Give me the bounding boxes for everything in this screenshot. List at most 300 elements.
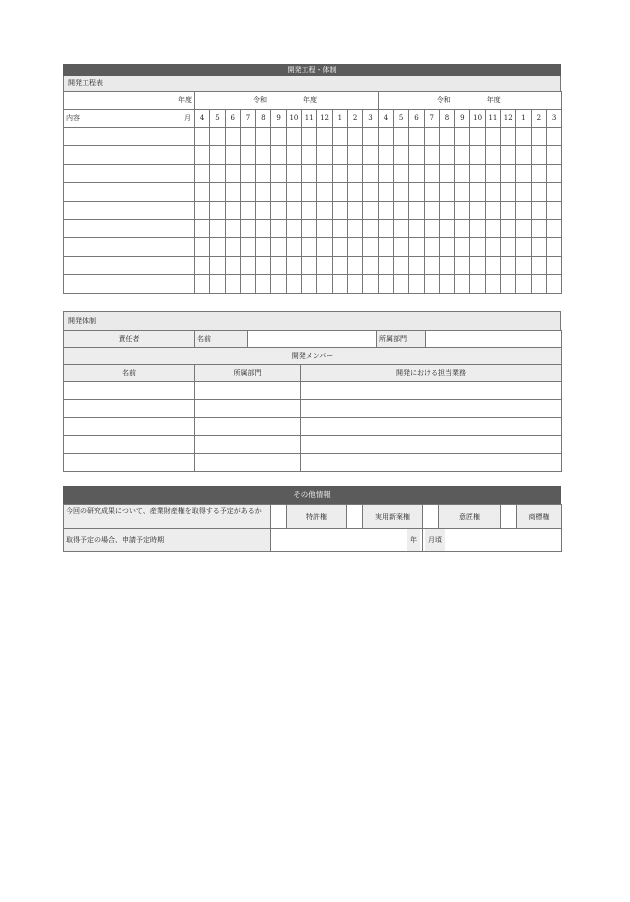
schedule-month-cell[interactable] bbox=[455, 183, 470, 201]
schedule-month-cell[interactable] bbox=[470, 219, 485, 237]
month-header: 4 bbox=[378, 110, 393, 128]
schedule-month-cell[interactable] bbox=[393, 219, 408, 237]
schedule-month-cell[interactable] bbox=[271, 201, 286, 219]
schedule-month-cell[interactable] bbox=[317, 238, 332, 256]
schedule-month-cell[interactable] bbox=[409, 146, 424, 164]
member-dept-cell[interactable] bbox=[195, 400, 301, 418]
schedule-month-cell[interactable] bbox=[546, 183, 561, 201]
schedule-month-cell[interactable] bbox=[546, 219, 561, 237]
schedule-month-cell[interactable] bbox=[485, 183, 500, 201]
schedule-content-cell[interactable] bbox=[64, 201, 195, 219]
leader-dept-field[interactable] bbox=[426, 331, 562, 348]
schedule-month-cell[interactable] bbox=[378, 201, 393, 219]
schedule-month-cell[interactable] bbox=[347, 219, 362, 237]
patent-label: 特許権 bbox=[287, 505, 347, 529]
schedule-month-cell[interactable] bbox=[302, 183, 317, 201]
schedule-month-cell[interactable] bbox=[531, 201, 546, 219]
schedule-month-cell[interactable] bbox=[347, 275, 362, 293]
leader-label: 責任者 bbox=[64, 331, 195, 348]
schedule-month-cell[interactable] bbox=[225, 256, 240, 274]
month-header: 6 bbox=[225, 110, 240, 128]
member-name-cell[interactable] bbox=[64, 436, 195, 454]
schedule-month-cell[interactable] bbox=[439, 201, 454, 219]
schedule-month-cell[interactable] bbox=[363, 275, 378, 293]
member-name-cell[interactable] bbox=[64, 382, 195, 400]
schedule-month-cell[interactable] bbox=[302, 164, 317, 182]
schedule-month-cell[interactable] bbox=[195, 275, 210, 293]
schedule-month-cell[interactable] bbox=[531, 128, 546, 146]
schedule-month-cell[interactable] bbox=[210, 219, 225, 237]
schedule-month-cell[interactable] bbox=[240, 275, 255, 293]
schedule-month-cell[interactable] bbox=[531, 256, 546, 274]
trademark-label: 商標権 bbox=[517, 505, 562, 529]
schedule-month-cell[interactable] bbox=[302, 146, 317, 164]
schedule-month-cell[interactable] bbox=[546, 275, 561, 293]
schedule-month-cell[interactable] bbox=[516, 183, 531, 201]
schedule-month-cell[interactable] bbox=[516, 275, 531, 293]
fiscal-year-cell-2[interactable] bbox=[378, 92, 562, 110]
schedule-content-cell[interactable] bbox=[64, 275, 195, 293]
schedule-month-cell[interactable] bbox=[485, 201, 500, 219]
schedule-month-cell[interactable] bbox=[240, 201, 255, 219]
schedule-month-cell[interactable] bbox=[317, 128, 332, 146]
members-columns-row bbox=[64, 365, 562, 382]
month-header: 12 bbox=[501, 110, 516, 128]
schedule-month-cell[interactable] bbox=[317, 201, 332, 219]
col-name: 名前 bbox=[64, 365, 195, 382]
schedule-month-cell[interactable] bbox=[286, 201, 301, 219]
schedule-month-cell[interactable] bbox=[501, 146, 516, 164]
month-header: 11 bbox=[485, 110, 500, 128]
schedule-month-cell[interactable] bbox=[225, 146, 240, 164]
schedule-month-cell[interactable] bbox=[302, 201, 317, 219]
timing-month-field[interactable] bbox=[423, 529, 562, 552]
patent-check[interactable] bbox=[271, 505, 287, 529]
content-label: 内容 bbox=[66, 114, 80, 122]
schedule-month-cell[interactable] bbox=[240, 183, 255, 201]
schedule-month-cell[interactable] bbox=[424, 128, 439, 146]
schedule-month-cell[interactable] bbox=[363, 146, 378, 164]
schedule-month-cell[interactable] bbox=[195, 256, 210, 274]
schedule-month-cell[interactable] bbox=[317, 256, 332, 274]
schedule-month-cell[interactable] bbox=[302, 238, 317, 256]
schedule-month-cell[interactable] bbox=[409, 256, 424, 274]
schedule-month-cell[interactable] bbox=[470, 275, 485, 293]
schedule-month-cell[interactable] bbox=[240, 219, 255, 237]
schedule-month-cell[interactable] bbox=[302, 275, 317, 293]
schedule-month-cell[interactable] bbox=[347, 128, 362, 146]
schedule-month-cell[interactable] bbox=[393, 275, 408, 293]
schedule-month-cell[interactable] bbox=[378, 164, 393, 182]
schedule-month-cell[interactable] bbox=[485, 164, 500, 182]
schedule-month-cell[interactable] bbox=[516, 238, 531, 256]
schedule-content-cell[interactable] bbox=[64, 146, 195, 164]
schedule-content-cell[interactable] bbox=[64, 164, 195, 182]
col-dept: 所属部門 bbox=[195, 365, 301, 382]
schedule-month-cell[interactable] bbox=[439, 146, 454, 164]
schedule-month-cell[interactable] bbox=[317, 219, 332, 237]
schedule-month-cell[interactable] bbox=[378, 183, 393, 201]
schedule-month-cell[interactable] bbox=[256, 164, 271, 182]
schedule-month-cell[interactable] bbox=[531, 219, 546, 237]
schedule-month-cell[interactable] bbox=[271, 256, 286, 274]
leader-row bbox=[64, 331, 562, 348]
month-header: 2 bbox=[347, 110, 362, 128]
team-header: 開発体制 bbox=[63, 311, 561, 330]
schedule-month-cell[interactable] bbox=[470, 164, 485, 182]
schedule-month-cell[interactable] bbox=[393, 146, 408, 164]
schedule-month-cell[interactable] bbox=[393, 183, 408, 201]
reiwa-label: 令和 bbox=[436, 96, 451, 104]
schedule-month-cell[interactable] bbox=[210, 183, 225, 201]
month-header: 2 bbox=[531, 110, 546, 128]
schedule-month-cell[interactable] bbox=[332, 183, 347, 201]
schedule-month-cell[interactable] bbox=[455, 201, 470, 219]
schedule-month-cell[interactable] bbox=[271, 275, 286, 293]
month-header: 7 bbox=[240, 110, 255, 128]
schedule-month-cell[interactable] bbox=[516, 256, 531, 274]
schedule-month-cell[interactable] bbox=[378, 219, 393, 237]
member-dept-cell[interactable] bbox=[195, 454, 301, 472]
schedule-month-cell[interactable] bbox=[256, 128, 271, 146]
schedule-month-cell[interactable] bbox=[286, 146, 301, 164]
member-duty-cell[interactable] bbox=[301, 418, 562, 436]
schedule-month-cell[interactable] bbox=[332, 201, 347, 219]
schedule-content-cell[interactable] bbox=[64, 219, 195, 237]
schedule-month-cell[interactable] bbox=[271, 183, 286, 201]
schedule-month-cell[interactable] bbox=[240, 256, 255, 274]
schedule-month-cell[interactable] bbox=[210, 275, 225, 293]
schedule-month-cell[interactable] bbox=[256, 219, 271, 237]
month-header: 5 bbox=[210, 110, 225, 128]
schedule-month-cell[interactable] bbox=[516, 164, 531, 182]
schedule-month-cell[interactable] bbox=[347, 164, 362, 182]
schedule-month-cell[interactable] bbox=[516, 201, 531, 219]
schedule-month-cell[interactable] bbox=[546, 128, 561, 146]
schedule-month-cell[interactable] bbox=[210, 164, 225, 182]
schedule-month-cell[interactable] bbox=[195, 219, 210, 237]
schedule-month-cell[interactable] bbox=[546, 238, 561, 256]
schedule-month-cell[interactable] bbox=[210, 201, 225, 219]
schedule-month-cell[interactable] bbox=[286, 219, 301, 237]
schedule-row bbox=[64, 219, 562, 237]
schedule-month-cell[interactable] bbox=[210, 238, 225, 256]
schedule-month-cell[interactable] bbox=[516, 219, 531, 237]
schedule-month-cell[interactable] bbox=[516, 128, 531, 146]
schedule-month-cell[interactable] bbox=[470, 238, 485, 256]
schedule-month-cell[interactable] bbox=[332, 256, 347, 274]
member-name-cell[interactable] bbox=[64, 418, 195, 436]
schedule-month-cell[interactable] bbox=[363, 128, 378, 146]
member-duty-cell[interactable] bbox=[301, 400, 562, 418]
schedule-month-cell[interactable] bbox=[393, 256, 408, 274]
schedule-month-cell[interactable] bbox=[455, 164, 470, 182]
schedule-month-cell[interactable] bbox=[347, 256, 362, 274]
schedule-month-cell[interactable] bbox=[409, 201, 424, 219]
schedule-month-cell[interactable] bbox=[485, 238, 500, 256]
schedule-month-cell[interactable] bbox=[439, 256, 454, 274]
timing-label: 取得予定の場合、申請予定時期 bbox=[64, 529, 271, 552]
other-table bbox=[63, 504, 562, 552]
schedule-month-cell[interactable] bbox=[286, 183, 301, 201]
members-label: 開発メンバー bbox=[64, 348, 562, 365]
schedule-row bbox=[64, 164, 562, 182]
schedule-month-cell[interactable] bbox=[225, 275, 240, 293]
member-duty-cell[interactable] bbox=[301, 382, 562, 400]
schedule-month-cell[interactable] bbox=[256, 201, 271, 219]
schedule-row bbox=[64, 275, 562, 293]
schedule-month-cell[interactable] bbox=[439, 275, 454, 293]
leader-name-field[interactable] bbox=[248, 331, 377, 348]
schedule-month-cell[interactable] bbox=[501, 238, 516, 256]
schedule-month-cell[interactable] bbox=[424, 183, 439, 201]
schedule-month-cell[interactable] bbox=[378, 146, 393, 164]
schedule-month-cell[interactable] bbox=[332, 219, 347, 237]
month-header: 10 bbox=[470, 110, 485, 128]
schedule-month-cell[interactable] bbox=[378, 275, 393, 293]
schedule-month-cell[interactable] bbox=[531, 238, 546, 256]
schedule-month-cell[interactable] bbox=[470, 128, 485, 146]
rights-row bbox=[64, 505, 562, 529]
schedule-month-cell[interactable] bbox=[455, 256, 470, 274]
schedule-month-cell[interactable] bbox=[332, 164, 347, 182]
schedule-month-cell[interactable] bbox=[195, 146, 210, 164]
schedule-month-cell[interactable] bbox=[363, 201, 378, 219]
schedule-month-cell[interactable] bbox=[271, 128, 286, 146]
schedule-month-cell[interactable] bbox=[409, 128, 424, 146]
member-dept-cell[interactable] bbox=[195, 436, 301, 454]
schedule-month-cell[interactable] bbox=[546, 146, 561, 164]
member-duty-cell[interactable] bbox=[301, 454, 562, 472]
schedule-month-cell[interactable] bbox=[439, 238, 454, 256]
schedule-row bbox=[64, 238, 562, 256]
schedule-month-cell[interactable] bbox=[531, 146, 546, 164]
month-header: 11 bbox=[302, 110, 317, 128]
schedule-month-cell[interactable] bbox=[378, 128, 393, 146]
other-banner: その他情報 bbox=[63, 486, 561, 504]
month-header: 4 bbox=[195, 110, 210, 128]
schedule-month-cell[interactable] bbox=[393, 238, 408, 256]
schedule-month-cell[interactable] bbox=[455, 275, 470, 293]
schedule-month-cell[interactable] bbox=[286, 128, 301, 146]
schedule-month-cell[interactable] bbox=[501, 256, 516, 274]
schedule-month-cell[interactable] bbox=[332, 275, 347, 293]
schedule-month-cell[interactable] bbox=[424, 256, 439, 274]
schedule-month-cell[interactable] bbox=[531, 183, 546, 201]
schedule-month-cell[interactable] bbox=[195, 128, 210, 146]
members-header-row bbox=[64, 348, 562, 365]
schedule-month-cell[interactable] bbox=[363, 183, 378, 201]
schedule-month-cell[interactable] bbox=[470, 256, 485, 274]
schedule-content-cell[interactable] bbox=[64, 256, 195, 274]
schedule-month-cell[interactable] bbox=[485, 275, 500, 293]
schedule-month-cell[interactable] bbox=[332, 146, 347, 164]
schedule-month-cell[interactable] bbox=[240, 128, 255, 146]
schedule-month-cell[interactable] bbox=[409, 164, 424, 182]
reiwa-label: 令和 bbox=[253, 96, 267, 104]
schedule-month-cell[interactable] bbox=[317, 146, 332, 164]
schedule-month-cell[interactable] bbox=[501, 183, 516, 201]
schedule-month-cell[interactable] bbox=[546, 201, 561, 219]
utility-model-check[interactable] bbox=[347, 505, 363, 529]
schedule-month-cell[interactable] bbox=[439, 128, 454, 146]
schedule-month-cell[interactable] bbox=[546, 164, 561, 182]
schedule-month-cell[interactable] bbox=[409, 238, 424, 256]
member-duty-cell[interactable] bbox=[301, 436, 562, 454]
schedule-month-cell[interactable] bbox=[225, 238, 240, 256]
member-row bbox=[64, 400, 562, 418]
schedule-month-cell[interactable] bbox=[332, 128, 347, 146]
schedule-month-cell[interactable] bbox=[225, 164, 240, 182]
month-header: 3 bbox=[363, 110, 378, 128]
schedule-month-cell[interactable] bbox=[363, 219, 378, 237]
schedule-month-cell[interactable] bbox=[470, 146, 485, 164]
schedule-month-cell[interactable] bbox=[501, 201, 516, 219]
schedule-month-cell[interactable] bbox=[363, 164, 378, 182]
schedule-banner: 開発工程・体制 bbox=[63, 64, 561, 76]
schedule-content-cell[interactable] bbox=[64, 128, 195, 146]
schedule-month-cell[interactable] bbox=[485, 256, 500, 274]
member-dept-cell[interactable] bbox=[195, 418, 301, 436]
schedule-month-cell[interactable] bbox=[501, 219, 516, 237]
utility-model-label: 実用新案権 bbox=[363, 505, 423, 529]
schedule-content-cell[interactable] bbox=[64, 238, 195, 256]
schedule-month-cell[interactable] bbox=[210, 256, 225, 274]
schedule-month-cell[interactable] bbox=[302, 219, 317, 237]
schedule-month-cell[interactable] bbox=[409, 275, 424, 293]
schedule-month-cell[interactable] bbox=[409, 183, 424, 201]
schedule-month-cell[interactable] bbox=[195, 183, 210, 201]
fiscal-year-cell-1[interactable] bbox=[195, 92, 379, 110]
schedule-month-cell[interactable] bbox=[455, 146, 470, 164]
schedule-month-cell[interactable] bbox=[424, 219, 439, 237]
schedule-month-cell[interactable] bbox=[470, 183, 485, 201]
schedule-month-cell[interactable] bbox=[240, 238, 255, 256]
schedule-month-cell[interactable] bbox=[531, 275, 546, 293]
design-check[interactable] bbox=[423, 505, 439, 529]
schedule-month-cell[interactable] bbox=[455, 128, 470, 146]
schedule-content-cell[interactable] bbox=[64, 183, 195, 201]
schedule-month-cell[interactable] bbox=[455, 238, 470, 256]
schedule-month-cell[interactable] bbox=[271, 219, 286, 237]
schedule-month-cell[interactable] bbox=[225, 219, 240, 237]
schedule-month-cell[interactable] bbox=[378, 256, 393, 274]
schedule-month-cell[interactable] bbox=[317, 183, 332, 201]
schedule-month-cell[interactable] bbox=[409, 219, 424, 237]
schedule-month-cell[interactable] bbox=[286, 275, 301, 293]
schedule-month-cell[interactable] bbox=[225, 183, 240, 201]
schedule-month-cell[interactable] bbox=[347, 201, 362, 219]
schedule-month-cell[interactable] bbox=[286, 164, 301, 182]
schedule-month-cell[interactable] bbox=[256, 146, 271, 164]
month-header: 10 bbox=[286, 110, 301, 128]
month-header: 8 bbox=[256, 110, 271, 128]
timing-year-field[interactable] bbox=[271, 529, 423, 552]
schedule-month-cell[interactable] bbox=[347, 238, 362, 256]
schedule-month-cell[interactable] bbox=[516, 146, 531, 164]
schedule-month-cell[interactable] bbox=[317, 164, 332, 182]
year-label: 年度 bbox=[64, 92, 195, 110]
schedule-month-cell[interactable] bbox=[271, 146, 286, 164]
schedule-month-cell[interactable] bbox=[347, 146, 362, 164]
month-header: 1 bbox=[516, 110, 531, 128]
member-name-cell[interactable] bbox=[64, 454, 195, 472]
schedule-month-cell[interactable] bbox=[424, 146, 439, 164]
schedule-month-cell[interactable] bbox=[225, 201, 240, 219]
schedule-month-cell[interactable] bbox=[317, 275, 332, 293]
schedule-month-cell[interactable] bbox=[546, 256, 561, 274]
schedule-month-cell[interactable] bbox=[531, 164, 546, 182]
month-row bbox=[64, 110, 562, 128]
schedule-month-cell[interactable] bbox=[240, 164, 255, 182]
schedule-month-cell[interactable] bbox=[470, 201, 485, 219]
schedule-month-cell[interactable] bbox=[378, 238, 393, 256]
schedule-month-cell[interactable] bbox=[501, 164, 516, 182]
schedule-month-cell[interactable] bbox=[225, 128, 240, 146]
schedule-month-cell[interactable] bbox=[439, 219, 454, 237]
schedule-month-cell[interactable] bbox=[256, 275, 271, 293]
schedule-month-cell[interactable] bbox=[424, 275, 439, 293]
schedule-month-cell[interactable] bbox=[302, 256, 317, 274]
schedule-month-cell[interactable] bbox=[485, 219, 500, 237]
schedule-month-cell[interactable] bbox=[347, 183, 362, 201]
schedule-month-cell[interactable] bbox=[393, 164, 408, 182]
schedule-month-cell[interactable] bbox=[363, 256, 378, 274]
member-row bbox=[64, 436, 562, 454]
member-row bbox=[64, 418, 562, 436]
year-row bbox=[64, 92, 562, 110]
schedule-month-cell[interactable] bbox=[256, 256, 271, 274]
schedule-month-cell[interactable] bbox=[424, 201, 439, 219]
schedule-month-cell[interactable] bbox=[439, 183, 454, 201]
schedule-month-cell[interactable] bbox=[195, 201, 210, 219]
schedule-month-cell[interactable] bbox=[363, 238, 378, 256]
trademark-check[interactable] bbox=[501, 505, 517, 529]
schedule-month-cell[interactable] bbox=[501, 128, 516, 146]
member-dept-cell[interactable] bbox=[195, 382, 301, 400]
timing-row bbox=[64, 529, 562, 552]
member-name-cell[interactable] bbox=[64, 400, 195, 418]
month-header: 12 bbox=[317, 110, 332, 128]
schedule-month-cell[interactable] bbox=[195, 164, 210, 182]
schedule-month-cell[interactable] bbox=[286, 238, 301, 256]
schedule-month-cell[interactable] bbox=[332, 238, 347, 256]
schedule-month-cell[interactable] bbox=[271, 164, 286, 182]
team-table bbox=[63, 330, 562, 472]
schedule-month-cell[interactable] bbox=[195, 238, 210, 256]
schedule-month-cell[interactable] bbox=[455, 219, 470, 237]
nendo-label: 年度 bbox=[303, 96, 317, 104]
schedule-month-cell[interactable] bbox=[393, 128, 408, 146]
schedule-month-cell[interactable] bbox=[424, 164, 439, 182]
schedule-month-cell[interactable] bbox=[424, 238, 439, 256]
schedule-month-cell[interactable] bbox=[501, 275, 516, 293]
schedule-month-cell[interactable] bbox=[271, 238, 286, 256]
schedule-row bbox=[64, 128, 562, 146]
col-duty: 開発における担当業務 bbox=[301, 365, 562, 382]
schedule-month-cell[interactable] bbox=[485, 146, 500, 164]
schedule-month-cell[interactable] bbox=[210, 146, 225, 164]
schedule-month-cell[interactable] bbox=[302, 128, 317, 146]
schedule-month-cell[interactable] bbox=[240, 146, 255, 164]
schedule-month-cell[interactable] bbox=[210, 128, 225, 146]
schedule-month-cell[interactable] bbox=[286, 256, 301, 274]
schedule-month-cell[interactable] bbox=[256, 238, 271, 256]
schedule-month-cell[interactable] bbox=[393, 201, 408, 219]
schedule-month-cell[interactable] bbox=[439, 164, 454, 182]
schedule-month-cell[interactable] bbox=[256, 183, 271, 201]
schedule-month-cell[interactable] bbox=[485, 128, 500, 146]
